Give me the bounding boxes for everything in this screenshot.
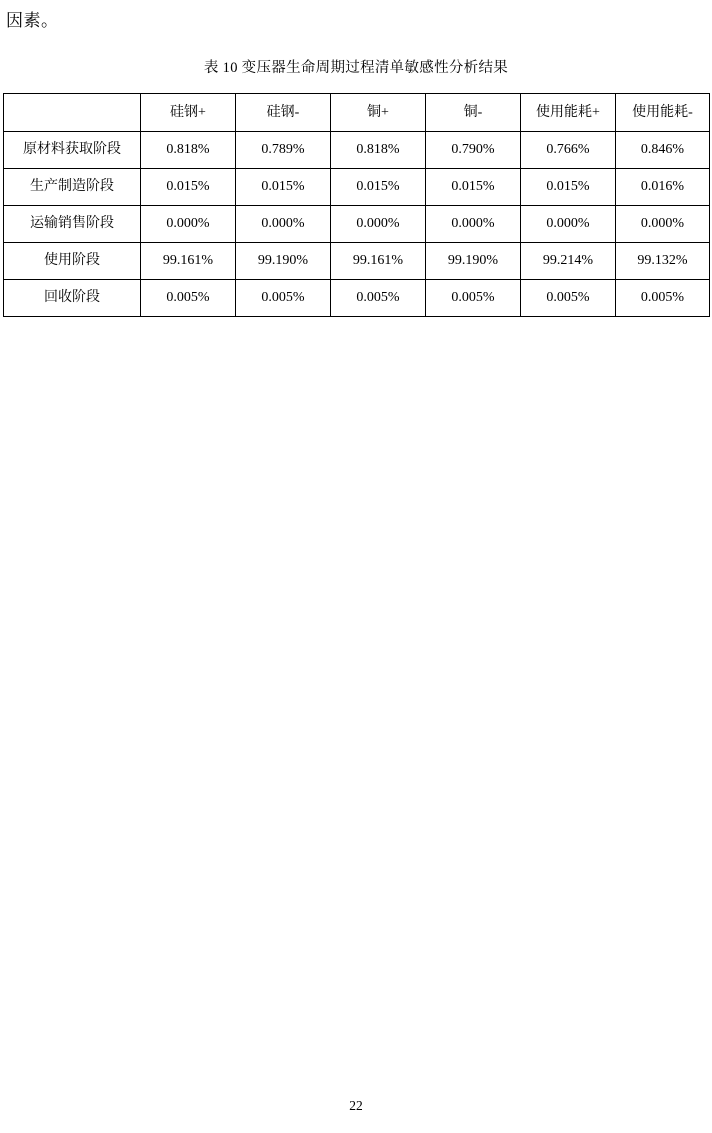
table-cell: 0.818% xyxy=(331,132,426,169)
table-header-row xyxy=(4,94,710,132)
table-cell: 0.846% xyxy=(616,132,710,169)
table-cell: 99.214% xyxy=(521,243,616,280)
table-header-cell-energy-minus: 使用能耗- xyxy=(616,94,710,132)
table-cell: 0.015% xyxy=(141,169,236,206)
table-cell: 0.818% xyxy=(141,132,236,169)
table-cell: 0.766% xyxy=(521,132,616,169)
table-cell: 0.015% xyxy=(331,169,426,206)
table-header-cell-silicon-steel-plus: 硅钢+ xyxy=(141,94,236,132)
table-row xyxy=(4,132,710,169)
table-row xyxy=(4,206,710,243)
table-header-cell-silicon-steel-minus: 硅钢- xyxy=(236,94,331,132)
table-cell: 0.005% xyxy=(141,280,236,317)
table-cell: 0.005% xyxy=(331,280,426,317)
table-cell: 0.000% xyxy=(236,206,331,243)
table-cell: 0.005% xyxy=(616,280,710,317)
paragraph-lead-text: 因素。 xyxy=(6,11,59,30)
table-cell: 99.161% xyxy=(331,243,426,280)
table-cell: 0.000% xyxy=(616,206,710,243)
table-row xyxy=(4,280,710,317)
table-header-cell-energy-plus: 使用能耗+ xyxy=(521,94,616,132)
table-header-cell-corner xyxy=(4,94,141,132)
table-row-label: 生产制造阶段 xyxy=(4,169,141,206)
table-cell: 0.000% xyxy=(331,206,426,243)
table-row xyxy=(4,243,710,280)
table-cell: 0.000% xyxy=(521,206,616,243)
table-row xyxy=(4,169,710,206)
page-number: 22 xyxy=(349,1098,363,1113)
table-row-label: 运输销售阶段 xyxy=(4,206,141,243)
table-cell: 99.190% xyxy=(426,243,521,280)
table-cell: 0.005% xyxy=(426,280,521,317)
table-cell: 0.000% xyxy=(141,206,236,243)
table-cell: 0.789% xyxy=(236,132,331,169)
table-header-cell-copper-plus: 铜+ xyxy=(331,94,426,132)
table-row-label: 原材料获取阶段 xyxy=(4,132,141,169)
table-cell: 0.015% xyxy=(521,169,616,206)
sensitivity-analysis-table xyxy=(3,93,710,317)
table-cell: 99.161% xyxy=(141,243,236,280)
table-cell: 0.016% xyxy=(616,169,710,206)
table-header-cell-copper-minus: 铜- xyxy=(426,94,521,132)
table-cell: 0.015% xyxy=(426,169,521,206)
table-cell: 0.015% xyxy=(236,169,331,206)
table-cell: 0.790% xyxy=(426,132,521,169)
table-cell: 99.132% xyxy=(616,243,710,280)
table-cell: 0.005% xyxy=(236,280,331,317)
table-cell: 0.000% xyxy=(426,206,521,243)
table-row-label: 回收阶段 xyxy=(4,280,141,317)
table-cell: 0.005% xyxy=(521,280,616,317)
table-caption: 表 10 变压器生命周期过程清单敏感性分析结果 xyxy=(203,60,509,76)
table-cell: 99.190% xyxy=(236,243,331,280)
table-row-label: 使用阶段 xyxy=(4,243,141,280)
